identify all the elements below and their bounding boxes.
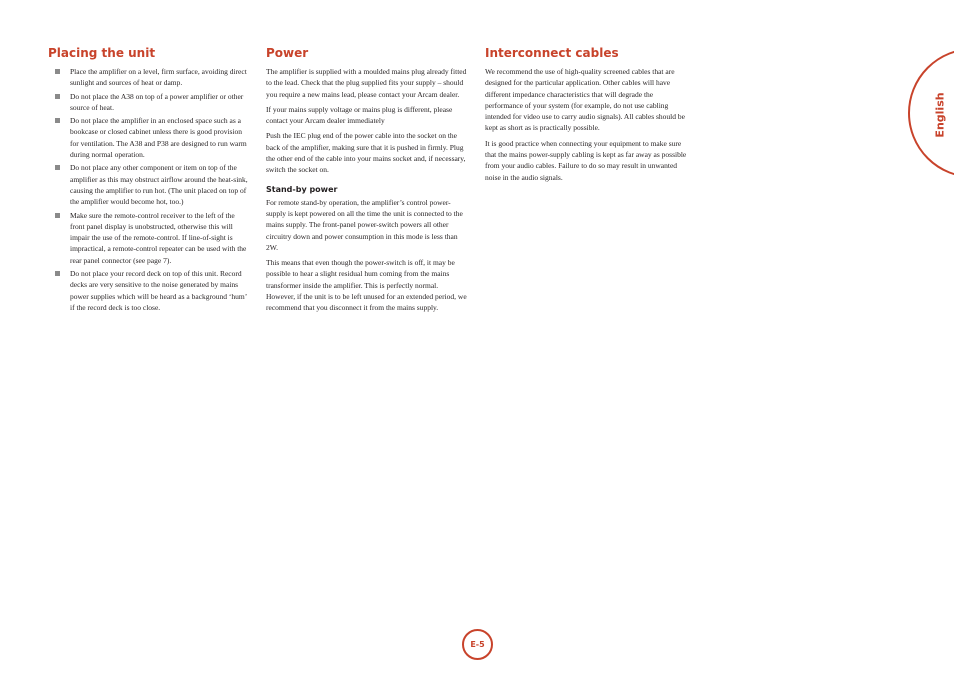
list-item-text: Do not place your record deck on top of this unit. Record decks are very sensitive to the noise generated by mains power supplies which will be heard as a background ‘hum’ if the record deck is too close. — [70, 269, 247, 312]
power-paragraph: Push the IEC plug end of the power cable into the socket on the back of the amplifier, making sure that it is pushed in firmly. Plug the other end of the cable into your mains socket and, if necessary, switch the socket on. — [266, 131, 466, 175]
page-number: E-5 — [470, 640, 485, 649]
list-item — [48, 115, 248, 160]
interconnect-section — [485, 46, 690, 187]
list-item-text: Make sure the remote-control receiver to the left of the front panel display is unobstructed, otherwise this will impair the use of the remote-control. If line-of-sight is impractical, a remote-control repeater can be used with the rear panel connector (see page 7). — [70, 210, 247, 265]
square-bullet-icon — [55, 118, 60, 123]
list-item-text: Do not place the amplifier in an enclosed space such as a bookcase or closed cabinet unless there is good provision for ventilation. The A38 and P38 are designed to run warm during normal operation. — [70, 116, 247, 160]
power-paragraph: The amplifier is supplied with a moulded mains plug already fitted to the lead. Check that the plug supplied fits your supply – should you require a new mains lead, please contact your Arcam dealer. — [266, 67, 467, 99]
interconnect-paragraph: It is good practice when connecting your equipment to make sure that the mains power-supply cabling is kept as far away as possible from your audio cables. Failure to do so may result in unwanted noise in the audio signals. — [485, 138, 687, 182]
placing-list — [48, 66, 248, 313]
square-bullet-icon — [55, 94, 60, 99]
standby-paragraph: This means that even though the power-switch is off, it may be possible to hear a slight residual hum coming from the mains transformer inside the amplifier. This is perfectly normal. However, if the unit is to be left unused for an extended period, we recommend that you disconnect it from the mains supply. — [266, 258, 467, 313]
square-bullet-icon — [55, 69, 60, 74]
standby-paragraph: For remote stand-by operation, the amplifier’s control power-supply is kept powered on all the time the unit is connected to the mains supply. The front-panel power-switch powers all other circuitry down and power consumption in this mode is less than 2W. — [266, 197, 463, 252]
interconnect-paragraph: We recommend the use of high-quality screened cables that are designed for the particular application. Other cables will have different impedance characteristics that will degrade the performance of your system (for example, do not use cabling intended for video use to carry audio signals). All cables should be kept as short as is practically possible. — [485, 67, 685, 133]
page-number-badge — [462, 629, 493, 660]
list-item-text: Do not place the A38 on top of a power amplifier or other source of heat. — [70, 91, 244, 112]
square-bullet-icon — [55, 213, 60, 218]
square-bullet-icon — [55, 271, 60, 276]
list-item-text: Place the amplifier on a level, firm surface, avoiding direct sunlight and sources of heat or damp. — [70, 67, 247, 88]
list-item-text: Do not place any other component or item on top of the amplifier as this may obstruct airflow around the heat-sink, causing the amplifier to run hot. (The unit placed on top of the amplifier would become hot, too.) — [70, 163, 248, 207]
list-item — [48, 268, 248, 313]
language-tab-label: English — [933, 92, 947, 138]
placing-heading: Placing the unit — [48, 46, 156, 60]
list-item — [48, 162, 248, 207]
interconnect-heading: Interconnect cables — [485, 46, 619, 60]
power-heading: Power — [266, 46, 309, 60]
language-tab — [920, 92, 954, 138]
list-item — [48, 210, 248, 266]
list-item — [48, 66, 248, 89]
power-section — [266, 46, 468, 318]
power-paragraph: If your mains supply voltage or mains plug is different, please contact your Arcam dealer immediately — [266, 104, 453, 126]
standby-heading: Stand-by power — [266, 184, 338, 194]
placing-section — [48, 46, 248, 315]
square-bullet-icon — [55, 165, 60, 170]
list-item — [48, 91, 248, 114]
